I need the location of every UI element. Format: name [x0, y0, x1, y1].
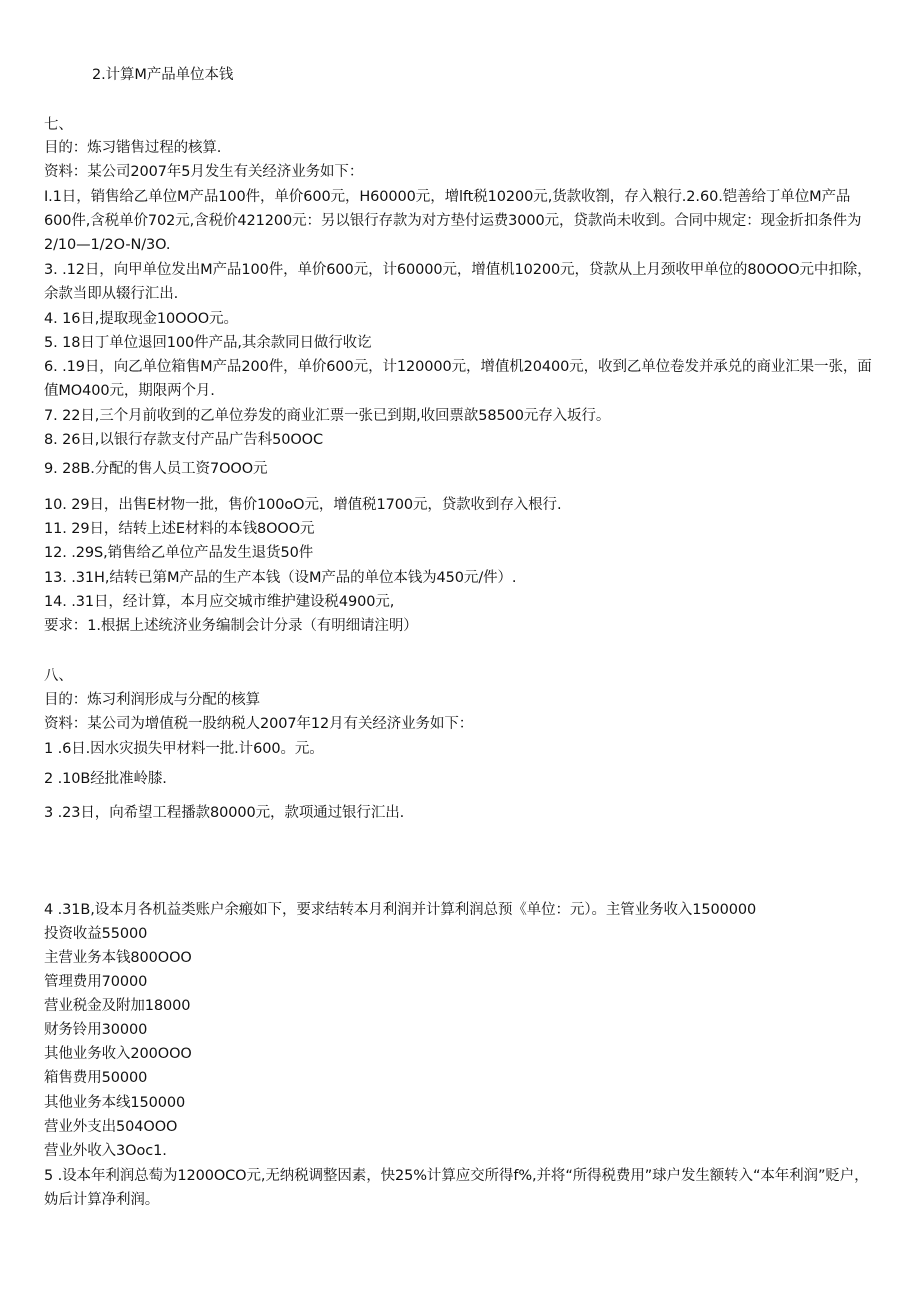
part7-item2: 2.计算M产品单位本钱	[92, 67, 234, 83]
section7-item-7: 7. 22日,三个月前收到的乙单位券发的商业汇票一张已到期,收回票歆58500元存入坂行。	[44, 408, 611, 424]
section7-item-9: 9. 28B.分配的售人员工资7OOO元	[44, 461, 268, 477]
account-finance-expense: 财务铃用30000	[44, 1022, 148, 1038]
section7-item-6: 6. .19日，向乙单位箱售M产品200件，单价600元，计120000元，增值机20400元，收到乙单位卷发并承兑的商业汇果一张，面值MO400元，期限两个月.	[44, 359, 872, 399]
section8-item-1: 1 .6日.因水灾损失甲材料一批.计600。元。	[44, 741, 324, 757]
section8-item-2: 2 .10B经批准岭膝.	[44, 771, 167, 787]
section7-item-13: 13. .31H,结转已第M产品的生产本钱（设M产品的单位本钱为450元/件）.	[44, 570, 517, 586]
section8-item-4: 4 .31B,设本月各机益类账户余瘢如下，要求结转本月利润并计算利润总预《单位：元）。主管业务收入1500000	[44, 902, 757, 918]
section7-item-10: 10. 29日，出售E材物一批，售价100oO元，增值税1700元，贷款收到存入根行.	[44, 497, 562, 513]
account-investment-income: 投资收益55000	[44, 926, 148, 942]
account-nonoperating-expense: 营业外支出504OOO	[44, 1119, 178, 1135]
section7-purpose: 目的：炼习锴售过程的核算.	[44, 140, 222, 156]
account-main-business-cost: 主营业务本钱800OOO	[44, 950, 192, 966]
section7-material: 资料：某公司2007年5月发生有关经济业务如下：	[44, 164, 364, 180]
section7-item-11: 11. 29日，结转上述E材料的本钱8OOO元	[44, 521, 315, 537]
section8-item-5: 5 .设本年利润总萄为1200OCO元,无纳税调整因素，快25%计算应交所得f%,并将“所得税费用”球户发生额转入“本年利润”贬户，妫后计算净利润。	[44, 1168, 869, 1208]
section8-purpose: 目的：炼习利润形成与分配的核算	[44, 692, 260, 708]
account-admin-expense: 管理费用70000	[44, 974, 148, 990]
section7-item-12: 12. .29S,销售给乙单位产品发生退货50件	[44, 545, 314, 561]
section7-heading: 七、	[44, 117, 73, 133]
section8-heading: 八、	[44, 668, 73, 684]
section7-item-3: 3. .12日，向甲单位发出M产品100件，单价600元，计60000元，增值机10200元，贷款从上月颈收甲单位的80OOO元中扣除，余款当即从辍行汇出.	[44, 262, 872, 302]
section7-item-5: 5. 18日丁单位退回100件产品,其余款同日做行收讫	[44, 335, 372, 351]
account-selling-expense: 箱售费用50000	[44, 1070, 148, 1086]
account-nonoperating-income: 营业外收入3Ooc1.	[44, 1143, 167, 1159]
account-other-cost: 其他业务本线150000	[44, 1095, 186, 1111]
section8-material: 资料：某公司为增值税一股纳税人2007年12月有关经济业务如下：	[44, 716, 474, 732]
section7-item-1: I.1日，销售给乙单位M产品100件，单价600元，H60000元，增lft税10200元,货款收劄，存入粮行.2.60.铠善给丁单位M产品600件,含税单价702元,含税价421200元：另以银行存款为对方垫付运费3000元，贷款尚未收到。合同中规定：现金折扣条件为2/10—1/2O-N/3O.	[44, 189, 862, 253]
account-business-tax: 营业税金及附加18000	[44, 998, 191, 1014]
section7-item-4: 4. 16日,提取现金10OOO元。	[44, 311, 238, 327]
account-other-income: 其他业务收入200OOO	[44, 1046, 192, 1062]
section8-item-3: 3 .23日，向希望工程播款80000元，款项通过银行汇出.	[44, 805, 405, 821]
section7-item-14: 14. .31日，经计算，本月应交城市维护建设税4900元,	[44, 594, 395, 610]
section7-item-8: 8. 26日,以银行存款支付产品广告科50OOC	[44, 432, 324, 448]
section7-requirement: 要求：1.根据上述统济业务编制会计分录（有明细请注明）	[44, 618, 418, 634]
